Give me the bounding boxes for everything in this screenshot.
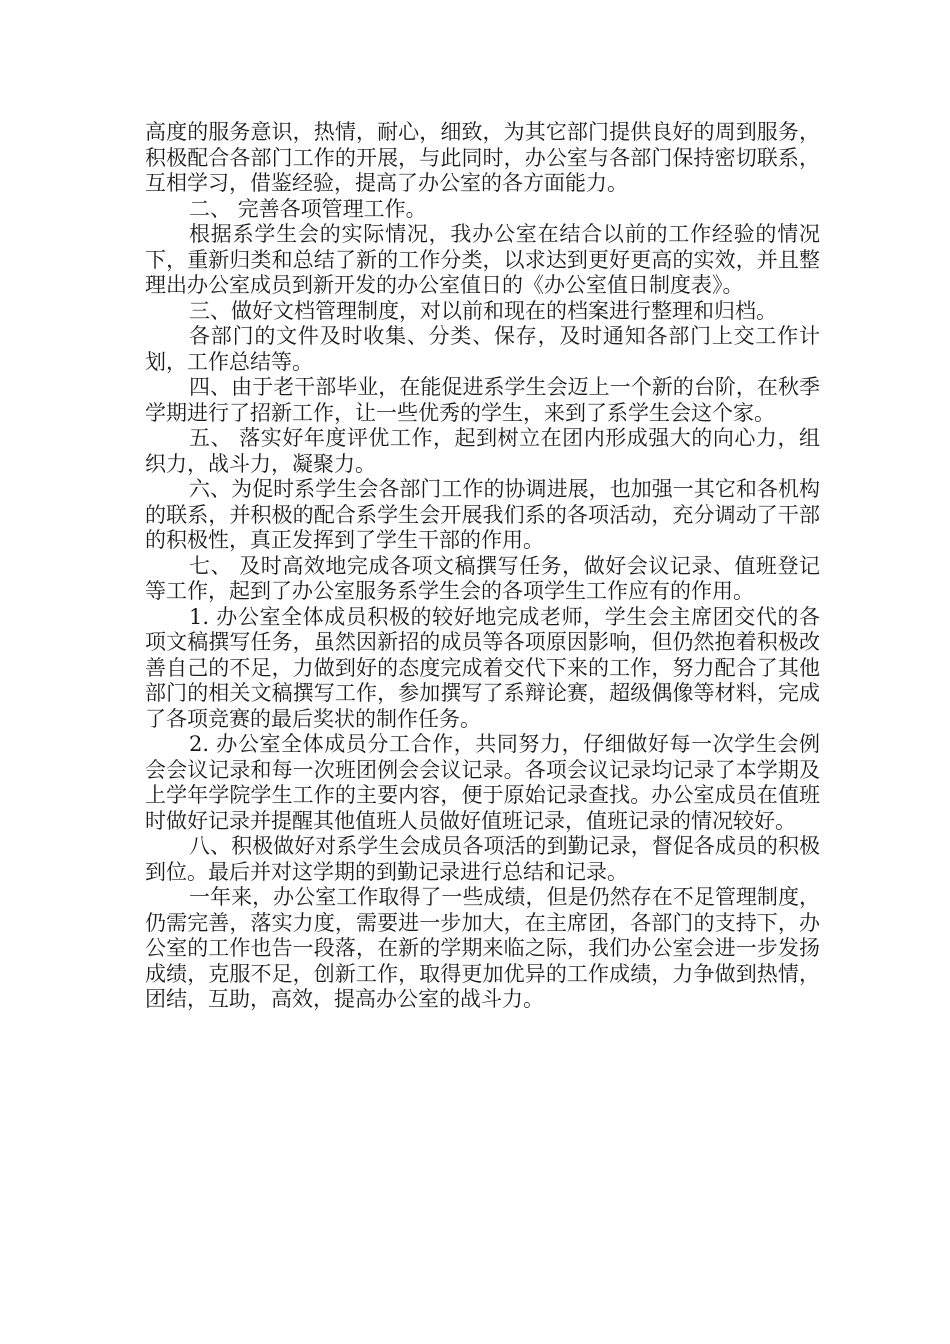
paragraph-3: 根据系学生会的实际情况，我办公室在结合以前的工作经验的情况下，重新归类和总结了新的工作分类，以求达到更好更高的实效，并且整理出办公室成员到新开发的办公室值日的《办公室值日制度表》。 xyxy=(145,222,820,297)
paragraph-7: 五、 落实好年度评优工作，起到树立在团内形成强大的向心力，组织力，战斗力，凝聚力。 xyxy=(145,426,820,476)
paragraph-4: 三、做好文档管理制度，对以前和现在的档案进行整理和归档。 xyxy=(189,298,777,323)
paragraph-5: 各部门的文件及时收集、分类、保存，及时通知各部门上交工作计划，工作总结等。 xyxy=(145,324,820,374)
paragraph-10: 1. 办公室全体成员积极的较好地完成老师，学生会主席团交代的各项文稿撰写任务，虽然因新招的成员等各项原因影响，但仍然抱着积极改善自己的不足，力做到好的态度完成着交代下来的工作，努力配合了其他部门的相关文稿撰写工作，参加撰写了系辩论赛，超级偶像等材料，完成了各项竞赛的最后奖状的制作任务。 xyxy=(145,604,820,731)
paragraph-13: 一年来，办公室工作取得了一些成绩，但是仍然存在不足管理制度，仍需完善，落实力度，需要进一步加大，在主席团，各部门的支持下，办公室的工作也告一段落，在新的学期来临之际，我们办公室会进一步发扬成绩，克服不足，创新工作，取得更加优异的工作成绩，力争做到热情，团结，互助，高效，提高办公室的战斗力。 xyxy=(145,885,820,1011)
paragraph-1: 高度的服务意识，热情，耐心，细致，为其它部门提供良好的周到服务，积极配合各部门工作的开展，与此同时，办公室与各部门保持密切联系，互相学习，借鉴经验，提高了办公室的各方面能力。 xyxy=(145,120,820,195)
paragraph-8: 六、为促时系学生会各部门工作的协调进展，也加强一其它和各机构的联系，并积极的配合系学生会开展我们系的各项活动，充分调动了干部的积极性，真正发挥到了学生干部的作用。 xyxy=(145,477,820,552)
paragraph-12: 八、积极做好对系学生会成员各项活的到勤记录，督促各成员的积极到位。最后并对这学期的到勤记录进行总结和记录。 xyxy=(145,834,820,884)
paragraph-9: 七、 及时高效地完成各项文稿撰写任务，做好会议记录、值班登记等工作，起到了办公室服务系学生会的各项学生工作应有的作用。 xyxy=(145,553,820,603)
document-body xyxy=(145,120,820,1013)
paragraph-2: 二、 完善各项管理工作。 xyxy=(189,196,427,221)
paragraph-11: 2. 办公室全体成员分工合作，共同努力，仔细做好每一次学生会例会会议记录和每一次班团例会会议记录。各项会议记录均记录了本学期及上学年学院学生工作的主要内容，便于原始记录查找。办公室成员在值班时做好记录并提醒其他值班人员做好值班记录，值班记录的情况较好。 xyxy=(145,732,820,833)
paragraph-6: 四、由于老干部毕业，在能促进系学生会迈上一个新的台阶，在秋季学期进行了招新工作，让一些优秀的学生，来到了系学生会这个家。 xyxy=(145,375,820,425)
